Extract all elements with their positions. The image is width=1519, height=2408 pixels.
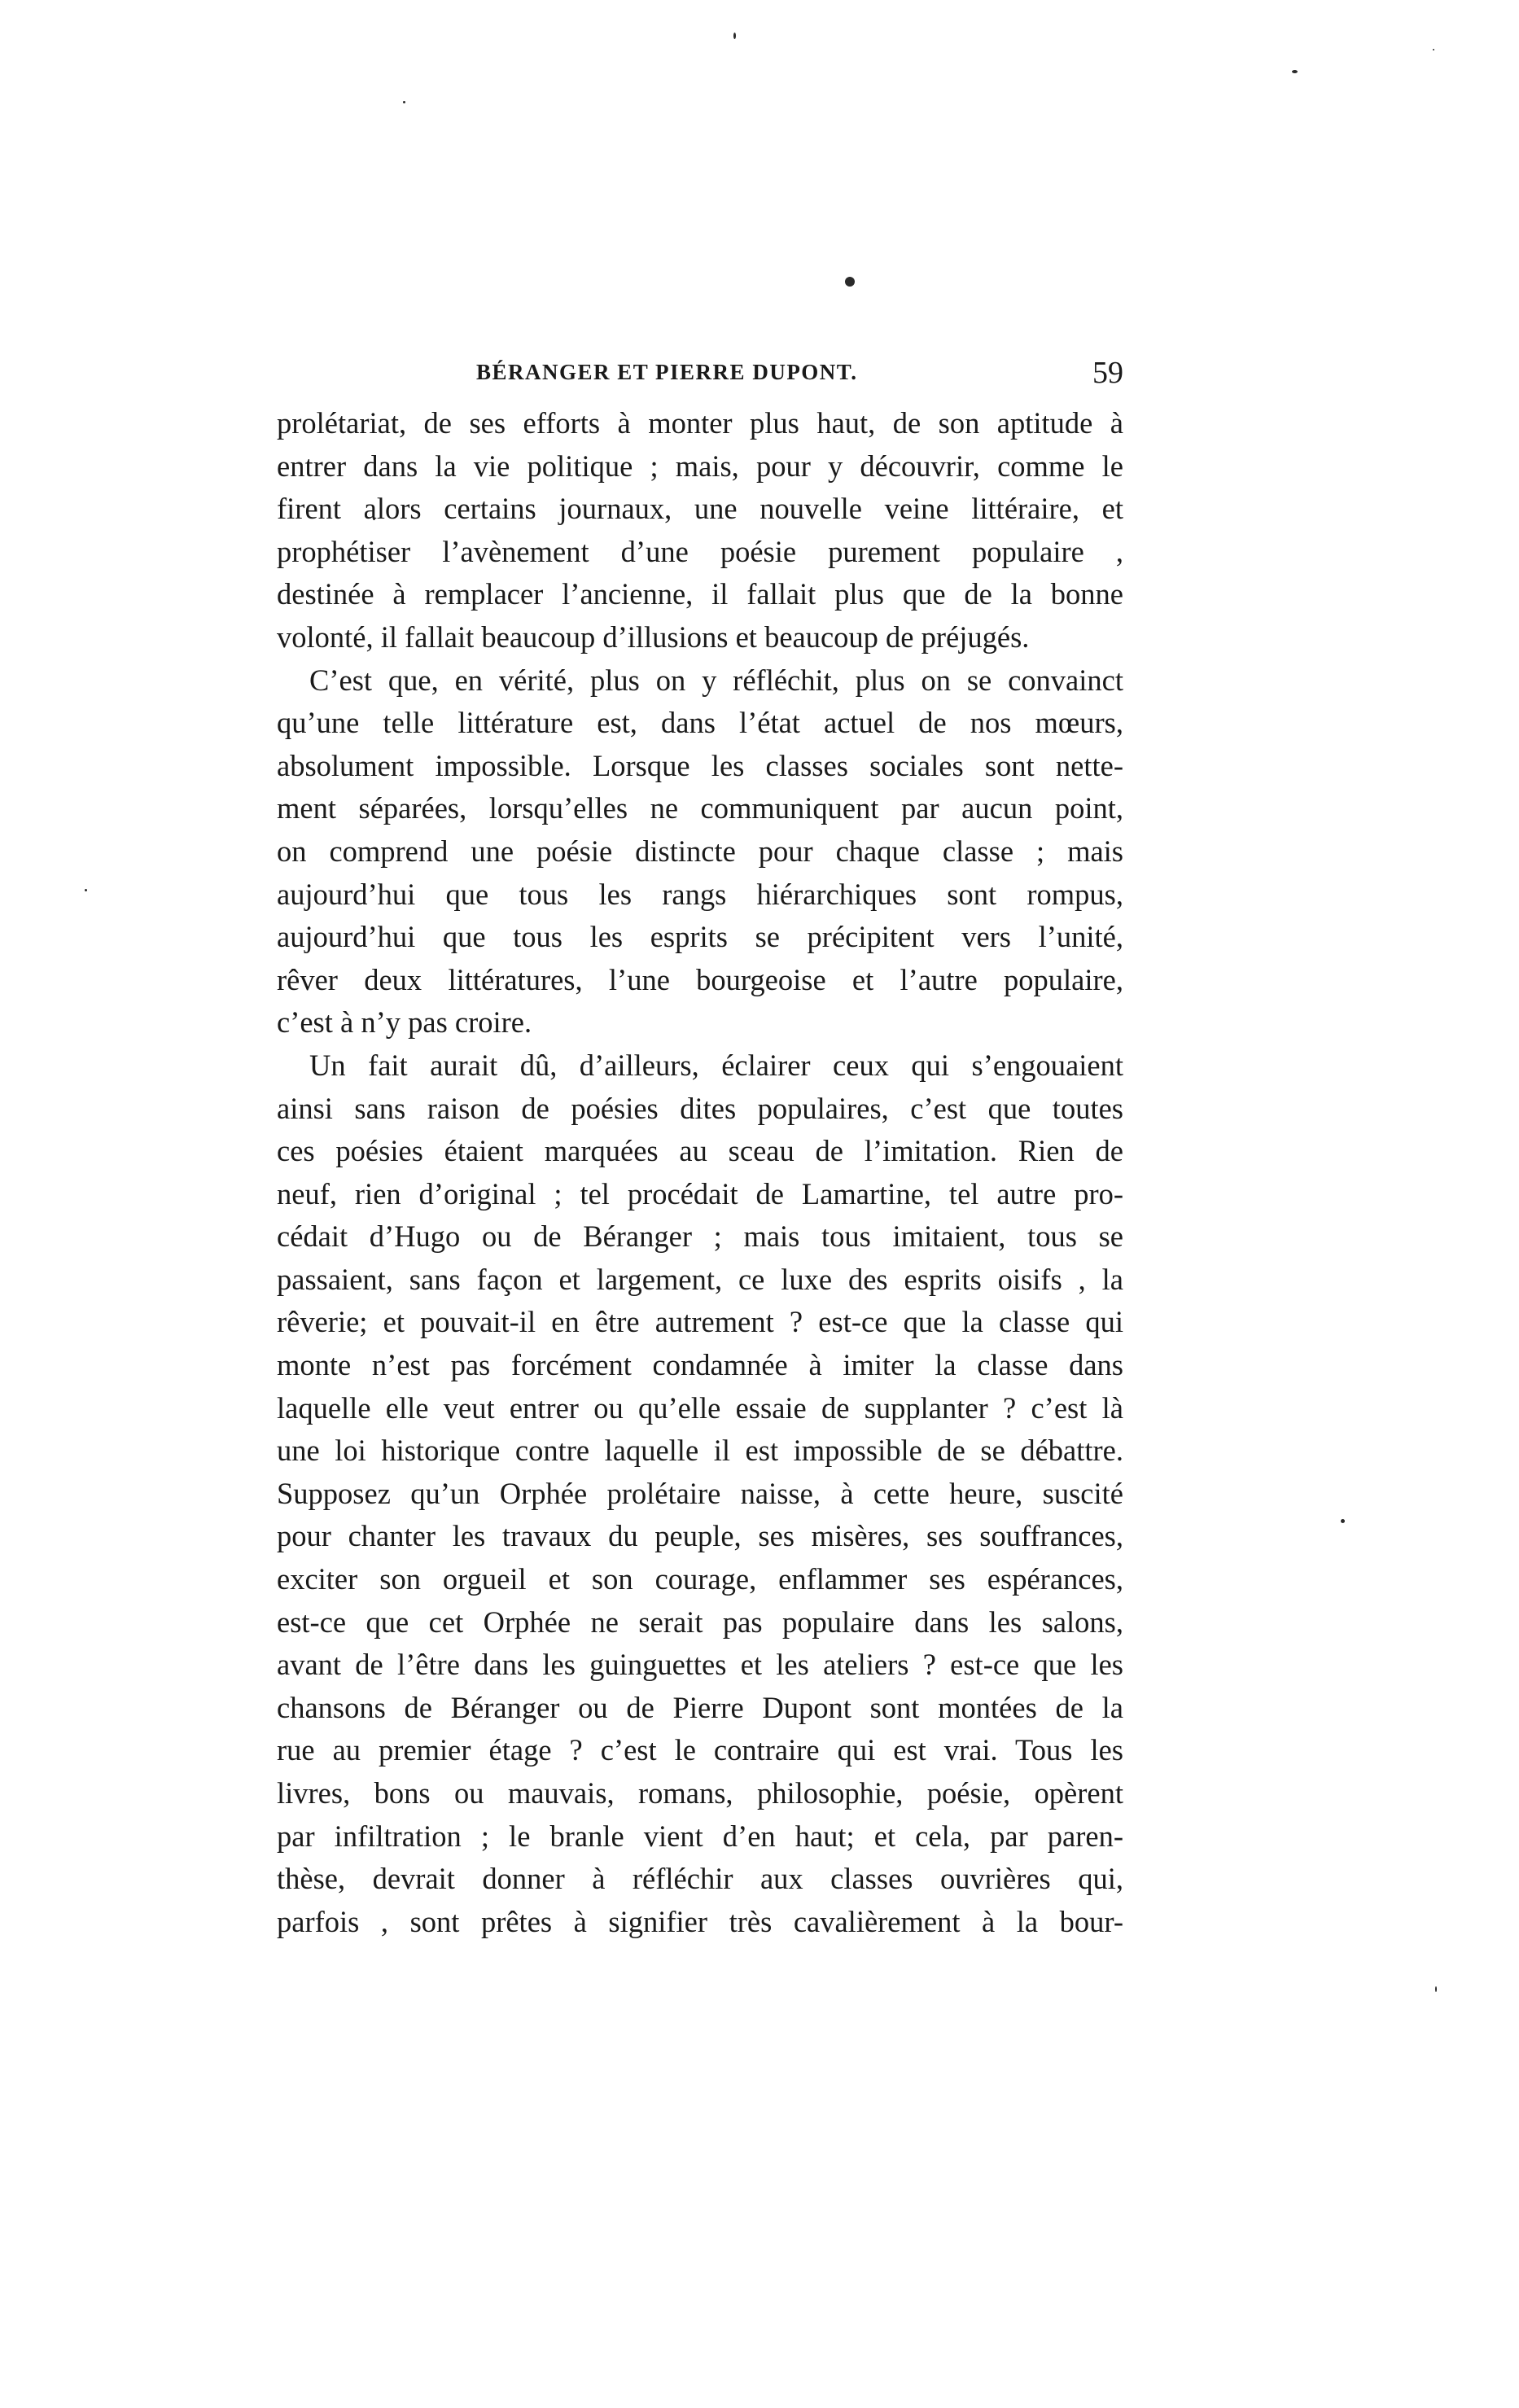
paragraph-3 — [277, 1044, 1123, 1943]
text-line: on comprend une poésie distincte pour chaque classe ; mais — [277, 834, 1123, 868]
text-line: monte n’est pas forcément condamnée à imiter la classe dans — [277, 1348, 1123, 1382]
text-line: aujourd’hui que tous les esprits se précipitent vers l’unité, — [277, 920, 1123, 954]
paragraph-2 — [277, 659, 1123, 1044]
text-line: C’est que, en vérité, plus on y réfléchit, plus on se convainct — [309, 663, 1123, 697]
text-line: firent alors certains journaux, une nouvelle veine littéraire, et — [277, 492, 1123, 526]
text-line: passaient, sans façon et largement, ce luxe des esprits oisifs , la — [277, 1262, 1123, 1296]
scan-speck — [1341, 1519, 1345, 1523]
text-line: rêver deux littératures, l’une bourgeoise et l’autre populaire, — [277, 962, 1123, 996]
text-line: exciter son orgueil et son courage, enflammer ses espérances, — [277, 1562, 1123, 1596]
text-line: prophétiser l’avènement d’une poésie purement populaire , — [277, 534, 1123, 568]
text-line: ment séparées, lorsqu’elles ne communiquent par aucun point, — [277, 791, 1123, 825]
scan-speck — [403, 101, 405, 103]
scan-speck — [1292, 70, 1298, 73]
scan-speck — [85, 889, 87, 891]
text-line: cédait d’Hugo ou de Béranger ; mais tous imitaient, tous se — [277, 1219, 1123, 1254]
text-line: rêverie; et pouvait-il en être autrement ? est-ce que la classe qui — [277, 1305, 1123, 1339]
text-line: neuf, rien d’original ; tel procédait de Lamartine, tel autre pro- — [277, 1176, 1123, 1211]
text-line: qu’une telle littérature est, dans l’état actuel de nos mœurs, — [277, 706, 1123, 740]
text-line: aujourd’hui que tous les rangs hiérarchiques sont rompus, — [277, 877, 1123, 911]
text-line: par infiltration ; le branle vient d’en haut; et cela, par paren- — [277, 1819, 1123, 1853]
text-line: est-ce que cet Orphée ne serait pas populaire dans les salons, — [277, 1605, 1123, 1639]
text-line: c’est à n’y pas croire. — [277, 1005, 532, 1040]
scan-speck — [1433, 49, 1434, 50]
text-line: entrer dans la vie politique ; mais, pour y découvrir, comme le — [277, 449, 1123, 483]
text-line: Un fait aurait dû, d’ailleurs, éclairer ceux qui s’engouaient — [309, 1048, 1123, 1082]
text-line: parfois , sont prêtes à signifier très cavalièrement à la bour- — [277, 1904, 1123, 1938]
scan-speck — [845, 277, 855, 287]
text-line: destinée à remplacer l’ancienne, il fallait plus que de la bonne — [277, 577, 1123, 611]
text-line: prolétariat, de ses efforts à monter plus haut, de son aptitude à — [277, 406, 1123, 440]
text-line: volonté, il fallait beaucoup d’illusions et beaucoup de préjugés. — [277, 620, 1030, 654]
text-line: avant de l’être dans les guinguettes et les ateliers ? est-ce que les — [277, 1648, 1123, 1682]
text-line: une loi historique contre laquelle il est impossible de se débattre. — [277, 1434, 1123, 1468]
body-text — [277, 402, 1123, 1943]
page-header — [277, 355, 1123, 397]
running-head: BÉRANGER ET PIERRE DUPONT. — [476, 360, 858, 384]
text-line: chansons de Béranger ou de Pierre Dupont sont montées de la — [277, 1690, 1123, 1724]
text-line: thèse, devrait donner à réfléchir aux classes ouvrières qui, — [277, 1862, 1123, 1896]
text-line: Supposez qu’un Orphée prolétaire naisse, à cette heure, suscité — [277, 1476, 1123, 1510]
text-line: pour chanter les travaux du peuple, ses misères, ses souffrances, — [277, 1519, 1123, 1553]
scan-speck — [733, 33, 736, 39]
text-line: ainsi sans raison de poésies dites populaires, c’est que toutes — [277, 1091, 1123, 1125]
text-line: livres, bons ou mauvais, romans, philosophie, poésie, opèrent — [277, 1776, 1123, 1810]
text-line: absolument impossible. Lorsque les classes sociales sont nette- — [277, 748, 1123, 782]
paragraph-1 — [277, 402, 1123, 659]
text-line: rue au premier étage ? c’est le contraire qui est vrai. Tous les — [277, 1733, 1123, 1767]
text-line: ces poésies étaient marquées au sceau de l’imitation. Rien de — [277, 1134, 1123, 1168]
scan-speck — [1435, 1986, 1437, 1992]
page-number: 59 — [1092, 356, 1123, 390]
text-line: laquelle elle veut entrer ou qu’elle essaie de supplanter ? c’est là — [277, 1390, 1123, 1425]
